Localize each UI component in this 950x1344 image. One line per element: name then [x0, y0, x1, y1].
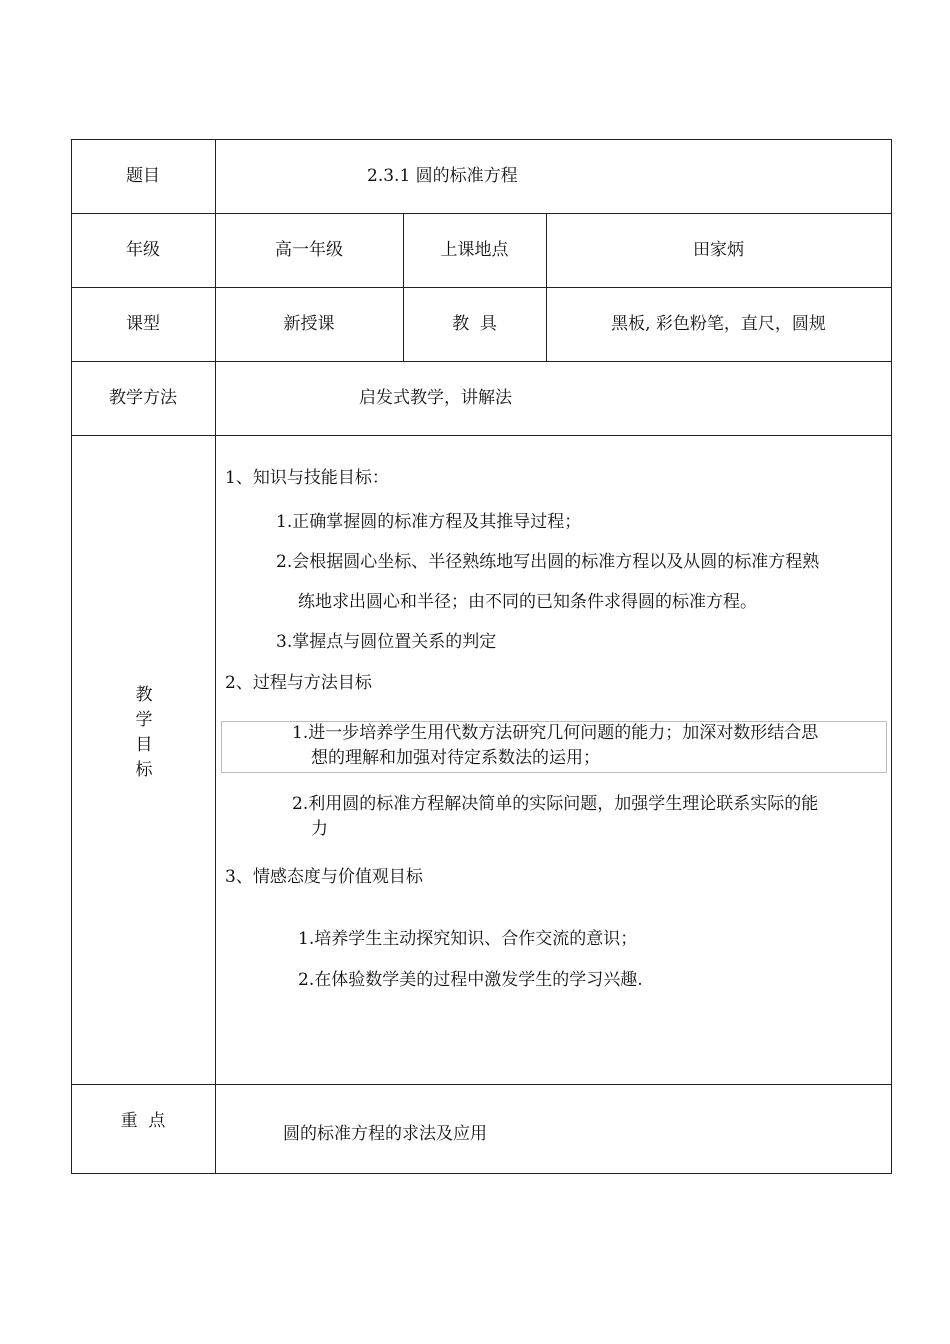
row-divider	[71, 213, 892, 214]
list-item-continuation: 力	[311, 819, 328, 839]
list-item: 1.培养学生主动探究知识、合作交流的意识；	[298, 929, 638, 949]
section-heading: 2、过程与方法目标	[225, 673, 372, 693]
place-label: 上课地点	[440, 240, 509, 260]
tools-value: 黑板, 彩色粉笔，直尺，圆规	[611, 314, 826, 334]
grade-label: 年级	[126, 240, 160, 260]
key-point-value: 圆的标准方程的求法及应用	[283, 1124, 487, 1144]
column-divider	[546, 213, 547, 361]
table-border-bottom	[71, 1173, 892, 1174]
objectives-label: 教 学 目 标	[135, 685, 153, 780]
grade-value: 高一年级	[275, 240, 343, 260]
tools-label: 教 具	[452, 314, 497, 334]
lesson-type-label: 课型	[126, 314, 160, 334]
list-item: 2.会根据圆心坐标、半径熟练地写出圆的标准方程以及从圆的标准方程熟	[276, 552, 820, 572]
topic-value: 2.3.1 圆的标准方程	[367, 166, 518, 186]
row-divider	[71, 361, 892, 362]
list-item-continuation: 想的理解和加强对待定系数法的运用；	[311, 748, 600, 768]
column-divider	[403, 213, 404, 361]
method-label: 教学方法	[109, 388, 177, 408]
table-border-right	[891, 139, 892, 1174]
list-item: 2.利用圆的标准方程解决简单的实际问题，加强学生理论联系实际的能	[292, 794, 819, 814]
key-point-label: 重 点	[120, 1111, 166, 1131]
list-item-continuation: 练地求出圆心和半径；由不同的已知条件求得圆的标准方程。	[298, 592, 757, 612]
column-divider	[215, 139, 216, 1174]
table-border-left	[71, 139, 72, 1174]
lesson-type-value: 新授课	[283, 314, 335, 334]
row-divider	[71, 287, 892, 288]
section-heading: 3、情感态度与价值观目标	[225, 867, 423, 887]
list-item: 3.掌握点与圆位置关系的判定	[276, 632, 497, 652]
row-divider	[71, 1084, 892, 1085]
place-value: 田家炳	[693, 240, 744, 260]
method-value: 启发式教学，讲解法	[359, 388, 512, 408]
list-item: 1.进一步培养学生用代数方法研究几何问题的能力；加深对数形结合思	[292, 723, 819, 743]
section-heading: 1、知识与技能目标：	[225, 468, 389, 488]
list-item: 1.正确掌握圆的标准方程及其推导过程；	[276, 512, 582, 532]
row-divider	[71, 435, 892, 436]
list-item: 2.在体验数学美的过程中激发学生的学习兴趣.	[298, 970, 643, 990]
table-border-top	[71, 139, 892, 140]
topic-label: 题目	[126, 166, 160, 186]
